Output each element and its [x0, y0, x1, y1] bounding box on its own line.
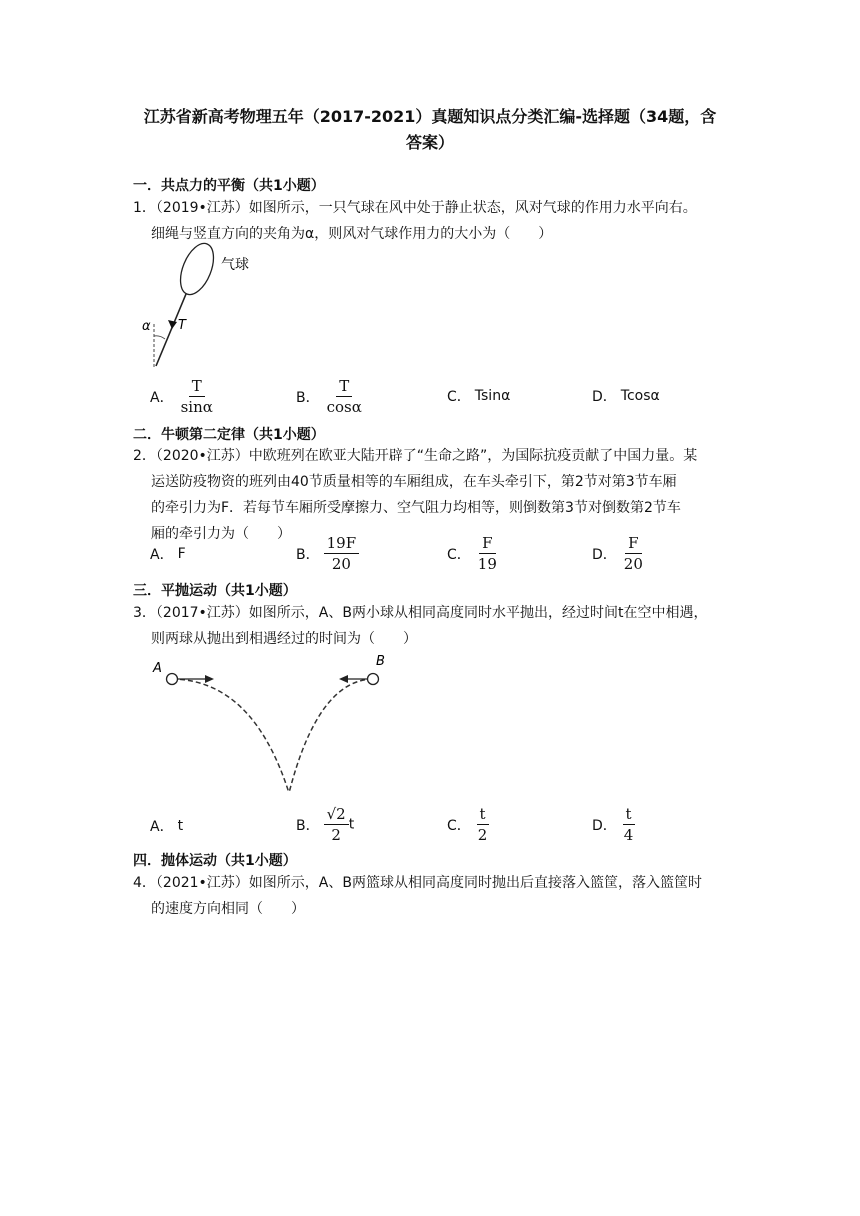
option-letter: C．: [447, 817, 471, 834]
option-letter: C．: [447, 389, 471, 405]
projectile-figure: [148, 650, 393, 800]
option-text: t: [177, 818, 184, 834]
question-3-line-1: 3．（2017•江苏）如图所示，A、B两小球从相同高度同时水平抛出，经过时间t在空中相遇，: [133, 605, 708, 621]
q3-option-d[interactable]: [592, 806, 636, 843]
denominator: 4: [623, 826, 634, 844]
q2-option-a[interactable]: [150, 544, 186, 564]
fraction: [324, 378, 365, 415]
question-1-line-1: 1．（2019•江苏）如图所示，一只气球在风中处于静止状态，风对气球的作用力水平向右。: [133, 200, 697, 216]
q2-option-d[interactable]: [592, 535, 646, 572]
question-2-line-4: 厢的牵引力为（ ）: [151, 526, 291, 542]
balloon-figure: [140, 240, 270, 375]
title-line-1: 江苏省新高考物理五年（2017-2021）真题知识点分类汇编-选择题（34题，含: [143, 107, 717, 126]
option-text: Tsinα: [474, 388, 511, 404]
numerator: 19F: [324, 535, 360, 554]
fraction: [178, 378, 216, 415]
section-heading-2: 二．牛顿第二定律（共1小题）: [133, 427, 325, 443]
denominator: 20: [623, 555, 643, 573]
q3-option-b[interactable]: [296, 806, 354, 843]
option-letter: A．: [150, 547, 174, 563]
q1-option-d[interactable]: [592, 386, 660, 406]
velocity-arrow-b-head: [339, 675, 348, 683]
alpha-label: α: [142, 319, 151, 334]
option-suffix: t: [348, 816, 355, 833]
question-2-stem: [133, 443, 733, 547]
fraction: [621, 535, 646, 572]
question-2-line-2: 运送防疫物资的班列由40节质量相等的车厢组成，在车头牵引下，第2节对第3节车厢: [151, 474, 677, 490]
numerator: √2: [324, 806, 349, 825]
section-heading-4: 四．抛体运动（共1小题）: [133, 853, 297, 869]
question-2-line-1: 2．（2020•江苏）中欧班列在欧亚大陆开辟了“生命之路”，为国际抗疫贡献了中国力量。某: [133, 448, 698, 464]
option-letter: C．: [447, 546, 471, 563]
trajectory-a: [172, 679, 289, 793]
denominator: 2: [331, 826, 341, 844]
section-heading-1: 一．共点力的平衡（共1小题）: [133, 178, 325, 194]
question-4-line-1: 4．（2021•江苏）如图所示，A、B两篮球从相同高度同时抛出后直接落入篮筐，落入篮筐时: [133, 875, 702, 891]
denominator: 19: [477, 555, 497, 573]
tension-arrow-head: [168, 320, 177, 329]
numerator: t: [623, 806, 635, 825]
option-letter: B．: [296, 546, 320, 563]
q2-option-b[interactable]: [296, 535, 359, 572]
question-1-line-2: 细绳与竖直方向的夹角为α，则风对气球作用力的大小为（ ）: [151, 226, 553, 242]
balloon-shape: [174, 240, 220, 299]
balloon-label: 气球: [221, 257, 249, 273]
ball-b-label: B: [376, 654, 385, 669]
option-letter: A．: [150, 819, 174, 835]
angle-arc: [154, 336, 165, 339]
section-heading-3: 三．平抛运动（共1小题）: [133, 583, 297, 599]
ball-b: [368, 674, 379, 685]
q1-option-a[interactable]: [150, 378, 216, 415]
q3-option-c[interactable]: [447, 806, 490, 843]
question-2-line-3: 的牵引力为F．若每节车厢所受摩擦力、空气阻力均相等，则倒数第3节对倒数第2节车: [151, 500, 681, 516]
numerator: F: [479, 535, 495, 554]
tension-label: T: [178, 318, 186, 333]
option-letter: B．: [296, 389, 320, 406]
fraction: [621, 806, 637, 843]
q1-option-b[interactable]: [296, 378, 365, 415]
trajectory-b: [289, 679, 373, 793]
velocity-arrow-a-head: [205, 675, 214, 683]
fraction: [324, 806, 349, 843]
denominator: 20: [331, 555, 351, 573]
option-letter: D．: [592, 546, 617, 563]
question-3-stem: [133, 600, 733, 652]
q3-option-a[interactable]: [150, 816, 183, 836]
question-4-line-2: 的速度方向相同（ ）: [151, 901, 305, 917]
numerator: T: [189, 378, 205, 397]
denominator: 2: [477, 826, 488, 844]
fraction: [324, 535, 360, 572]
denominator: cosα: [326, 398, 362, 416]
question-4-stem: [133, 870, 733, 922]
fraction: [475, 535, 500, 572]
option-letter: A．: [150, 389, 174, 406]
question-3-line-2: 则两球从抛出到相遇经过的时间为（ ）: [151, 631, 417, 647]
ball-a: [167, 674, 178, 685]
denominator: sinα: [180, 398, 213, 416]
numerator: t: [477, 806, 489, 825]
fraction: [475, 806, 491, 843]
option-text: Tcosα: [620, 388, 660, 404]
document-title: [120, 104, 740, 156]
ball-a-label: A: [153, 661, 162, 676]
option-letter: D．: [592, 817, 617, 834]
title-line-2: 答案）: [405, 133, 454, 152]
option-letter: B．: [296, 817, 320, 834]
numerator: F: [625, 535, 641, 554]
numerator: T: [336, 378, 352, 397]
q1-option-c[interactable]: [447, 386, 510, 406]
option-text: F: [177, 546, 186, 562]
q2-option-c[interactable]: [447, 535, 500, 572]
option-letter: D．: [592, 389, 617, 405]
